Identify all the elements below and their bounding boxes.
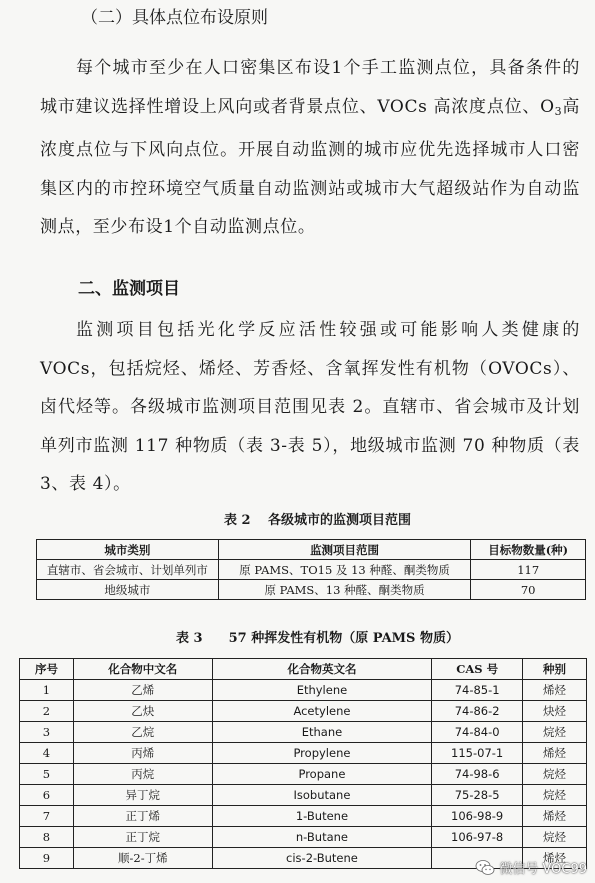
table-cell: cis-2-Butene xyxy=(212,848,432,869)
table-cell: 烷烃 xyxy=(523,722,587,743)
table-cell: 丙烯 xyxy=(73,743,212,764)
table-cell: 烷烃 xyxy=(523,785,587,806)
table-cell: 直辖市、省会城市、计划单列市 xyxy=(37,560,219,580)
table-header-cell: 化合物中文名 xyxy=(73,659,212,680)
subscript-3: 3 xyxy=(554,104,563,118)
table-cell: 74-98-6 xyxy=(432,764,523,785)
table-row xyxy=(37,580,586,600)
table-cell: 4 xyxy=(20,743,74,764)
table-cell: 烷烃 xyxy=(523,764,587,785)
heading-monitoring-items: 二、监测项目 xyxy=(78,279,180,299)
table-cell: Acetylene xyxy=(212,701,432,722)
table-cell: 5 xyxy=(20,764,74,785)
table-cell: 2 xyxy=(20,701,74,722)
table-header-cell: 目标物数量(种) xyxy=(471,540,586,560)
table-row xyxy=(20,680,587,701)
paragraph-point-layout: 每个城市至少在人口密集区布设1个手工监测点位，具备条件的城市建议选择性增设上风向或者背景点位、VOCs 高浓度点位、$O_3$高浓度点位与下风向点位。开展自动监测的城市应优先选择城市人口密集区内的市控环境空气质量自动监测站或城市大气超级站作为自动监测点，至少布设1个自动监测点位。 xyxy=(40,58,580,237)
table-cell: 74-86-2 xyxy=(432,701,523,722)
table-cell: 70 xyxy=(471,580,586,600)
table-row xyxy=(37,560,586,580)
table-cell: 8 xyxy=(20,827,74,848)
table-cell: 75-28-5 xyxy=(432,785,523,806)
table-cell: 顺-2-丁烯 xyxy=(73,848,212,869)
table-cell: 3 xyxy=(20,722,74,743)
table-cell: 正丁烯 xyxy=(73,806,212,827)
table2-caption: 表 2 各级城市的监测项目范围 xyxy=(223,513,412,528)
table-row xyxy=(20,764,587,785)
wechat-icon xyxy=(475,859,495,877)
table-cell: Propane xyxy=(212,764,432,785)
table-cell: 烯烃 xyxy=(523,743,587,764)
table-header-cell: CAS 号 xyxy=(432,659,523,680)
table-cell: 地级城市 xyxy=(37,580,219,600)
table-header-cell: 监测项目范围 xyxy=(218,540,471,560)
table-cell: 原 PAMS、TO15 及 13 种醛、酮类物质 xyxy=(218,560,471,580)
table-row xyxy=(20,743,587,764)
table3-pams-compounds xyxy=(19,658,587,869)
table-cell: 74-84-0 xyxy=(432,722,523,743)
table-cell: 炔烃 xyxy=(523,701,587,722)
paragraph-monitoring-items: 监测项目包括光化学反应活性较强或可能影响人类健康的 VOCs，包括烷烃、烯烃、芳香烃、含氧挥发性有机物（OVOCs）、卤代烃等。各级城市监测项目范围见表 2。直辖市、省会城市及计划单列市监测 117 种物质（表 3-表 5），地级城市监测 70 种物质（表 3、表 4）。 xyxy=(40,320,580,494)
table-cell: 1 xyxy=(20,680,74,701)
table-cell: 烯烃 xyxy=(523,806,587,827)
table-cell: 烯烃 xyxy=(523,848,587,869)
table-cell: Isobutane xyxy=(212,785,432,806)
table-cell: 乙炔 xyxy=(73,701,212,722)
table-cell: Ethylene xyxy=(212,680,432,701)
table-row xyxy=(20,722,587,743)
table-header-cell: 城市类别 xyxy=(37,540,219,560)
table-cell: 烷烃 xyxy=(523,827,587,848)
table3-caption: 表 3 57 种挥发性有机物（原 PAMS 物质） xyxy=(176,631,459,646)
table-cell: Propylene xyxy=(212,743,432,764)
table-cell: 烯烃 xyxy=(523,680,587,701)
table-cell: 原 PAMS、13 种醛、酮类物质 xyxy=(218,580,471,600)
table-row xyxy=(20,701,587,722)
table-header-cell: 化合物英文名 xyxy=(212,659,432,680)
table-cell: 115-07-1 xyxy=(432,743,523,764)
table-cell: 丙烷 xyxy=(73,764,212,785)
section-sub-title: （二）具体点位布设原则 xyxy=(81,8,268,28)
table-cell: 6 xyxy=(20,785,74,806)
table-cell: 正丁烷 xyxy=(73,827,212,848)
table-cell: 7 xyxy=(20,806,74,827)
table-cell: Ethane xyxy=(212,722,432,743)
table-cell: 1-Butene xyxy=(212,806,432,827)
table-header-row xyxy=(37,540,586,560)
table2-monitoring-scope xyxy=(36,539,586,600)
table-header-cell: 种别 xyxy=(523,659,587,680)
table-cell: 9 xyxy=(20,848,74,869)
table-cell: 106-98-9 xyxy=(432,806,523,827)
watermark-text: 微信号 VOC99 xyxy=(499,862,587,877)
table-cell: 乙烯 xyxy=(73,680,212,701)
table-header-cell: 序号 xyxy=(20,659,74,680)
table-cell: n-Butane xyxy=(212,827,432,848)
table-cell: 乙烷 xyxy=(73,722,212,743)
table-row xyxy=(20,785,587,806)
table-header-row xyxy=(20,659,587,680)
table-row xyxy=(20,827,587,848)
table-cell: 异丁烷 xyxy=(73,785,212,806)
table-cell: 106-97-8 xyxy=(432,827,523,848)
table-cell: 74-85-1 xyxy=(432,680,523,701)
wechat-watermark xyxy=(475,858,587,877)
table-cell: 117 xyxy=(471,560,586,580)
table-row xyxy=(20,806,587,827)
